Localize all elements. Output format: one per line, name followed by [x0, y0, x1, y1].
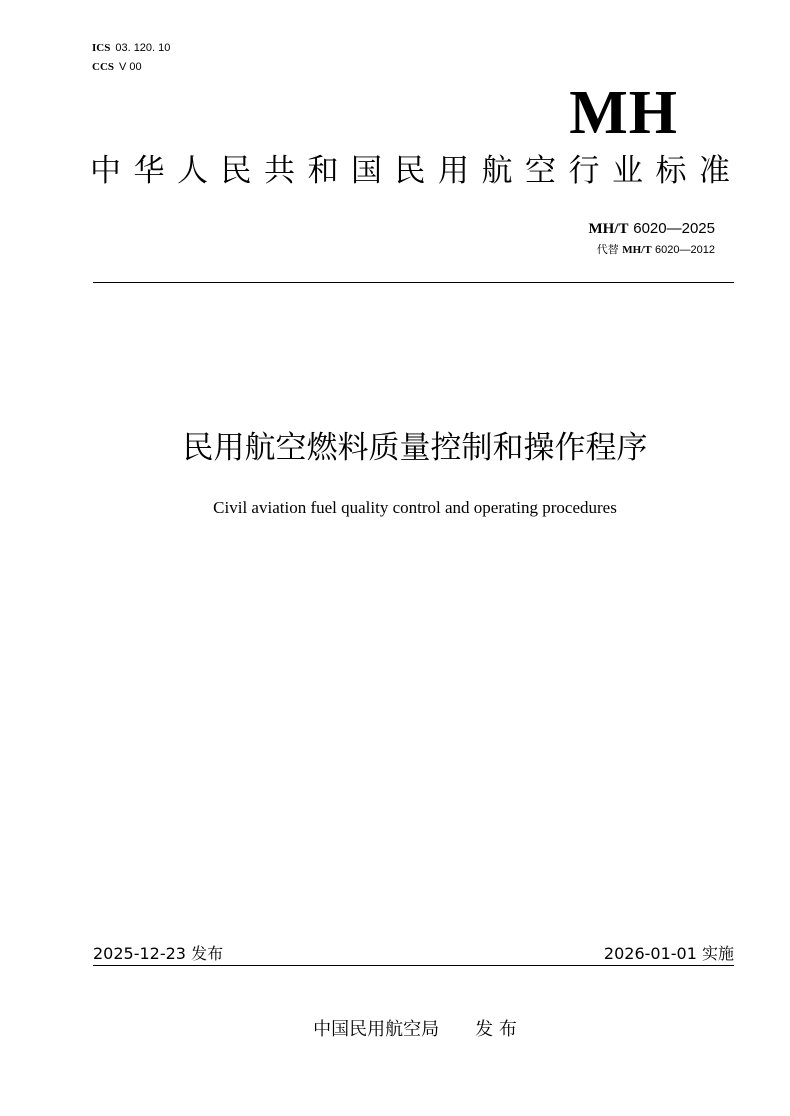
issue-date-line	[93, 943, 223, 965]
publisher-name: 中国民用航空局	[313, 1019, 440, 1040]
ics-value: 03. 120. 10	[115, 42, 171, 54]
header-rule	[93, 282, 734, 283]
implementation-date-line	[604, 943, 734, 965]
title-en: Civil aviation fuel quality control and operating procedures	[213, 498, 617, 517]
publisher-line	[0, 1018, 790, 1042]
ccs-value: V 00	[119, 61, 142, 73]
ics-line	[92, 41, 170, 55]
publisher-label: 发 布	[475, 1019, 517, 1040]
replaces-line	[597, 242, 715, 258]
implementation-label: 实施	[701, 944, 734, 963]
implementation-date: 2026-01-01	[603, 944, 697, 963]
issue-date: 2025-12-23	[93, 944, 186, 963]
standard-year: 6020—2025	[633, 220, 715, 237]
mh-logo: MH	[569, 79, 678, 147]
replaces-number: 6020—2012	[655, 244, 715, 256]
ccs-key: CCS	[92, 61, 115, 73]
replaces-prefix: 代替	[596, 243, 619, 256]
title-cn: 民用航空燃料质量控制和操作程序	[182, 430, 648, 466]
org-title: 中 华 人 民 共 和 国 民 用 航 空 行 业 标 准	[90, 153, 730, 189]
standard-code: MH/T	[588, 221, 629, 237]
footer-rule	[93, 965, 734, 966]
replaces-code: MH/T	[622, 244, 652, 256]
issue-label: 发布	[191, 944, 224, 963]
ics-key: ICS	[92, 42, 111, 54]
ccs-line	[92, 60, 142, 74]
standard-number	[588, 218, 715, 239]
